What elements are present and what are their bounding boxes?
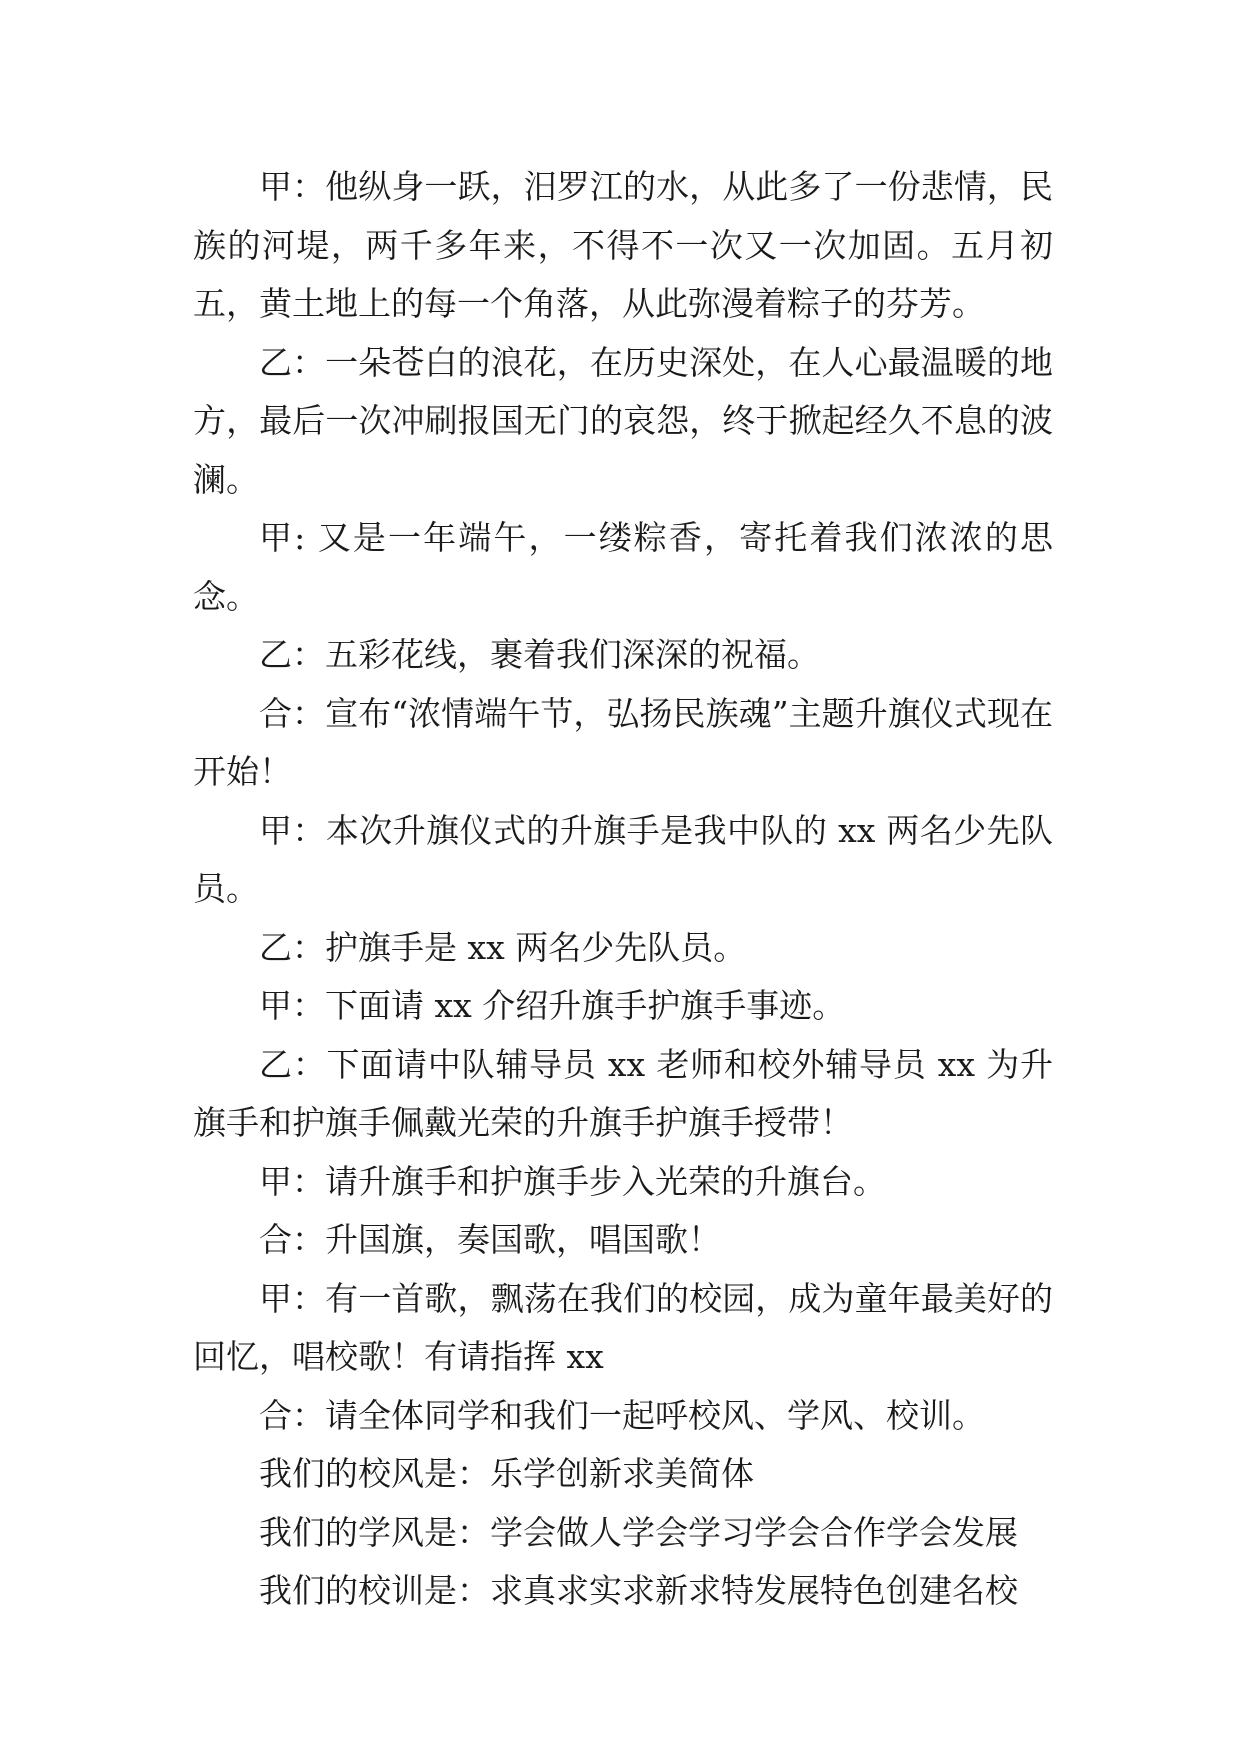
paragraph-11: 合：升国旗，奏国歌，唱国歌！	[259, 1220, 721, 1259]
paragraph-10: 甲：请升旗手和护旗手步入光荣的升旗台。	[259, 1161, 886, 1201]
paragraph-5: 合：宣布“浓情端午节，弘扬民族魂”主题升旗仪式现在开始！	[193, 693, 1053, 791]
document-body	[193, 158, 1053, 1621]
paragraph-4: 乙：五彩花线，裹着我们深深的祝福。	[259, 635, 820, 674]
paragraph-12: 甲：有一首歌，飘荡在我们的校园，成为童年最美好的回忆，唱校歌！有请指挥 xx	[193, 1278, 1053, 1376]
paragraph-14: 我们的校风是：乐学创新求美简体	[259, 1454, 754, 1493]
paragraph-6: 甲：本次升旗仪式的升旗手是我中队的 xx 两名少先队员。	[193, 810, 1053, 908]
paragraph-9: 乙：下面请中队辅导员 xx 老师和校外辅导员 xx 为升旗手和护旗手佩戴光荣的升旗手护旗手授带！	[193, 1044, 1053, 1142]
paragraph-15: 我们的学风是：学会做人学会学习学会合作学会发展	[259, 1512, 1018, 1552]
paragraph-3: 甲: 又是一年端午，一缕粽香，寄托着我们浓浓的思念。	[193, 518, 1053, 616]
paragraph-8: 甲：下面请 xx 介绍升旗手护旗手事迹。	[259, 986, 846, 1025]
paragraph-16: 我们的校训是：求真求实求新求特发展特色创建名校	[259, 1571, 1018, 1610]
paragraph-7: 乙：护旗手是 xx 两名少先队员。	[259, 927, 747, 967]
paragraph-1: 甲：他纵身一跃，汨罗江的水，从此多了一份悲情，民族的河堤，两千多年来，不得不一次又一次加固。五月初五，黄土地上的每一个角落，从此弥漫着粽子的芬芳。	[193, 167, 1053, 323]
paragraph-2: 乙：一朵苍白的浪花，在历史深处，在人心最温暖的地方，最后一次冲刷报国无门的哀怨，终于掀起经久不息的波澜。	[193, 342, 1053, 499]
paragraph-13: 合：请全体同学和我们一起呼校风、学风、校训。	[259, 1395, 985, 1435]
